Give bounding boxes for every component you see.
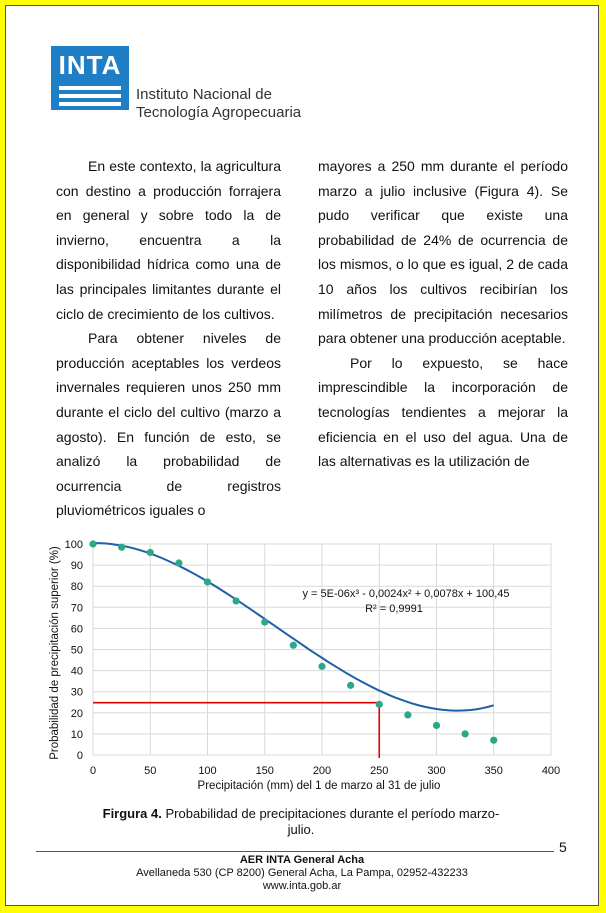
logo-stripe [59,86,121,90]
footer-web: www.inta.gob.ar [262,880,342,892]
data-point [261,618,268,625]
caption-text: Probabilidad de precipitaciones durante el período marzo-julio. [161,806,500,837]
x-tick-label: 300 [427,765,446,777]
x-tick-label: 350 [484,765,503,777]
y-tick-label: 10 [70,728,83,741]
y-tick-label: 0 [76,750,83,762]
y-tick-label: 50 [70,644,83,657]
caption-label: Firgura 4. [102,806,162,821]
page-number: 5 [559,839,567,855]
y-tick-label: 40 [70,665,83,678]
organization-name [136,86,301,122]
probability-chart [46,536,561,801]
data-point [433,722,440,729]
footer-title: AER INTA General Acha [239,854,365,866]
chart-grid [93,544,551,755]
data-point [118,544,125,551]
data-point [290,642,297,649]
x-tick-label: 400 [541,765,561,777]
data-point [204,578,211,585]
y-tick-label: 90 [70,560,83,573]
logo-stripe [59,102,121,106]
x-tick-label: 0 [89,765,97,777]
data-point [347,682,354,689]
text-column-left [56,154,281,523]
y-tick-label: 60 [70,623,83,636]
x-tick-label: 50 [144,765,157,777]
y-tick-label: 20 [70,707,83,720]
trend-equation: y = 5E-06x³ - 0,0024x² + 0,0078x + 100,45 [302,588,510,600]
x-axis-label: Precipitación (mm) del 1 de marzo al 31 de julio [197,780,441,792]
document-page [5,5,599,906]
figure-caption [91,806,511,838]
logo-stripe [59,94,121,98]
chart-axes [65,539,561,777]
paragraph: Por lo expuesto, se hace imprescindible la incorporación de tecnologías tendientes a mejorar la eficiencia en el uso del agua. Una de las alternativas es la utilización de [318,354,568,470]
y-axis-label: Probabilidad de precipitación superior (%) [49,546,61,760]
data-point [175,559,182,566]
inta-logo [51,46,129,110]
logo-text: INTA [58,50,122,80]
y-tick-label: 30 [70,686,83,699]
data-point [233,597,240,604]
paragraph: En este contexto, la agricultura con destino a producción forrajera en general y sobre todo la de invierno, encuentra a la disponibilidad hídrica como una de las principales limitantes durante el ciclo de crecimiento de los cultivos. [56,158,281,322]
footer-divider [36,851,554,852]
data-point [318,663,325,670]
data-point [89,540,96,547]
x-tick-label: 250 [370,765,389,777]
x-tick-label: 100 [198,765,217,777]
org-line-1: Instituto Nacional de [136,86,272,103]
data-point [376,701,383,708]
footer-address: Avellaneda 530 (CP 8200) General Acha, La Pampa, 02952-432233 [136,867,468,879]
trend-line [93,543,494,711]
trend-r2: R² = 0,9991 [365,603,423,615]
y-tick-label: 80 [70,581,83,594]
x-tick-label: 150 [255,765,274,777]
x-tick-label: 200 [312,765,332,777]
data-point [147,549,154,556]
data-point [462,730,469,737]
paragraph: mayores a 250 mm durante el período marzo a julio inclusive (Figura 4). Se pudo verificar que existe una probabilidad de 24% de ocurrencia de los mismos, o lo que es igual, 2 de cada 10 años los cultivos recibirían los milímetros de precipitación necesarios para obtener una producción aceptable. [318,158,568,347]
data-point [404,711,411,718]
org-line-2: Tecnología Agropecuaria [136,104,302,121]
y-tick-label: 70 [70,602,83,615]
text-column-right [318,154,568,474]
y-tick-label: 100 [64,539,83,551]
reference-lines [93,703,379,758]
data-point [490,737,497,744]
paragraph: Para obtener niveles de producción aceptables los verdeos invernales requieren unos 250 mm durante el ciclo del cultivo (marzo a agosto). En función de esto, se analizó la probabilidad de ocurrencia de registros pluviométricos iguales o [56,330,281,519]
footer [6,854,598,893]
